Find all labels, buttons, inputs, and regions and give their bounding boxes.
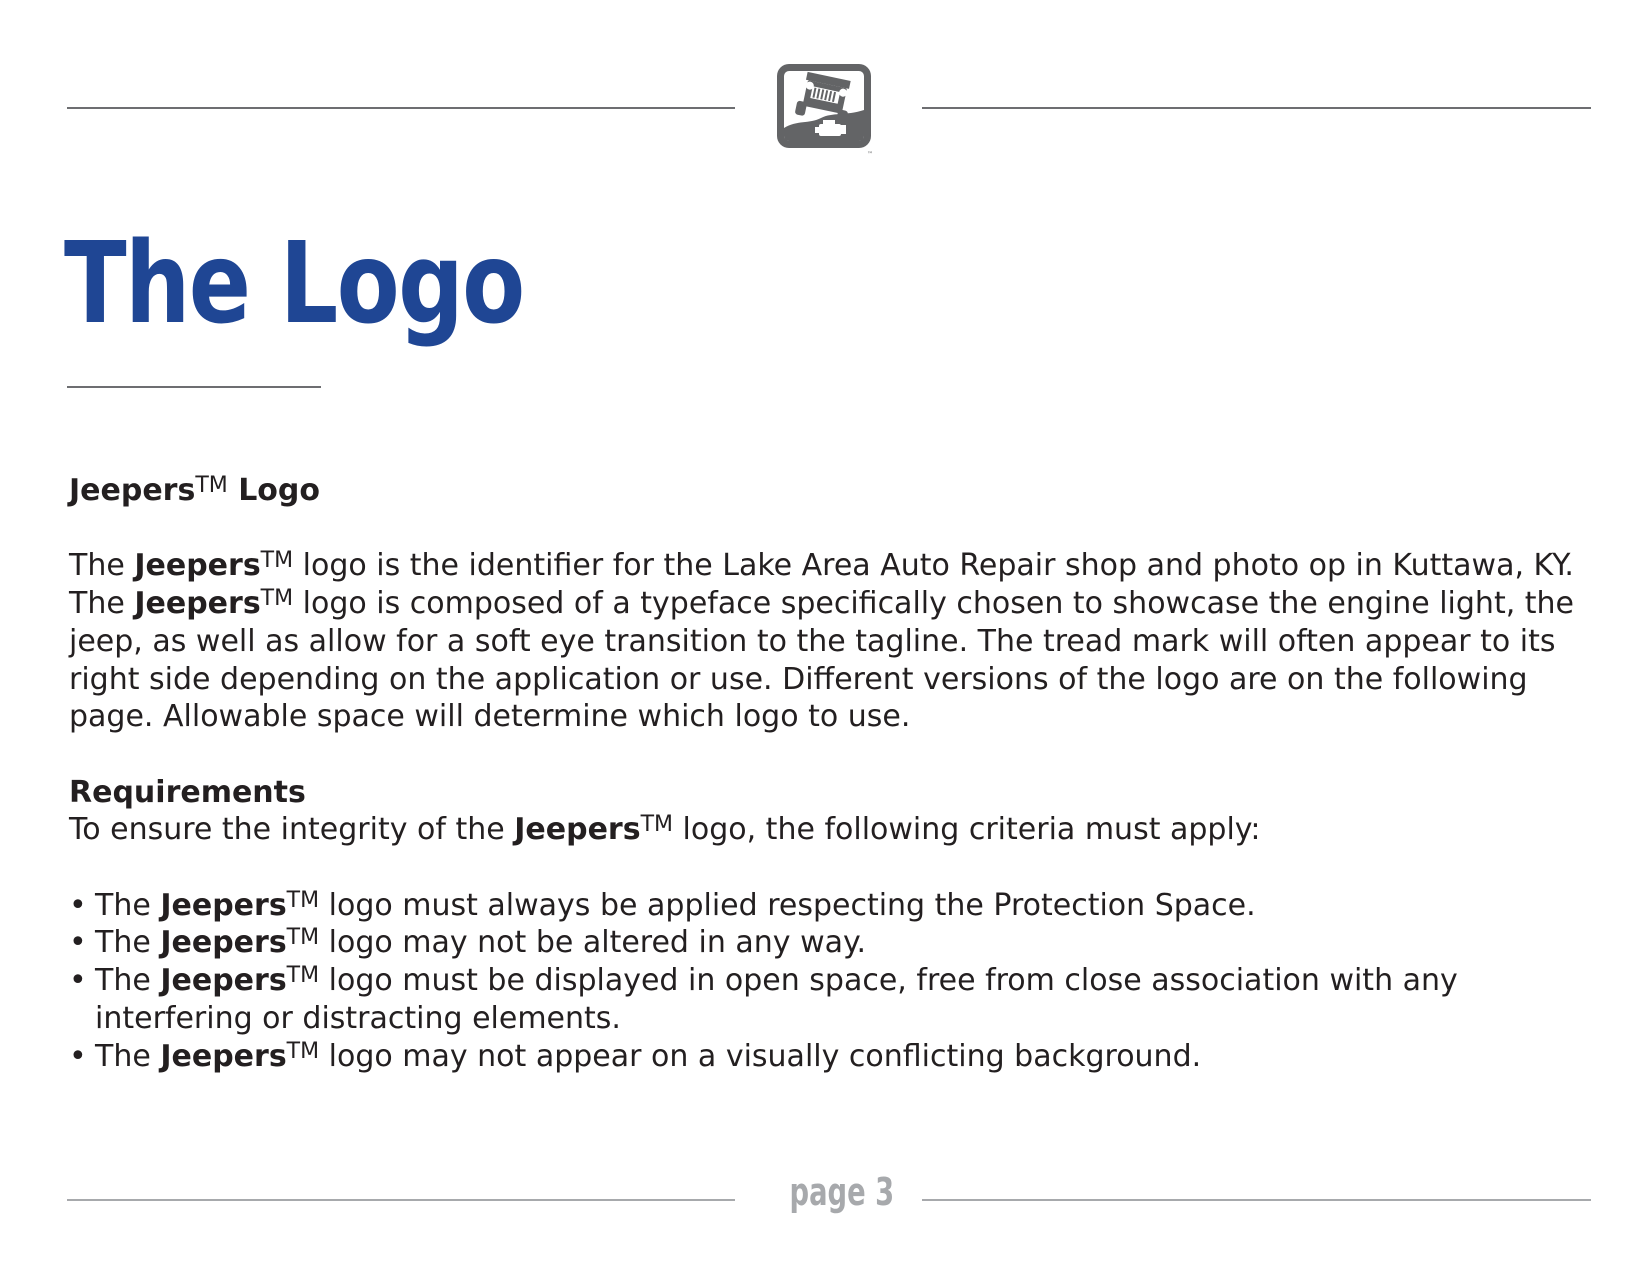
footer-rule-right (922, 1199, 1591, 1201)
bullet: • (69, 925, 87, 961)
heading-rest: Logo (227, 473, 321, 508)
page-title: The Logo (64, 219, 524, 349)
svg-text:™: ™ (867, 151, 873, 158)
item-prefix: The (95, 887, 161, 923)
brand-name: Jeepers (134, 548, 261, 584)
item-text: logo may not appear on a visually conflicting background. (319, 1038, 1202, 1074)
bullet: • (69, 1038, 87, 1074)
logo-description-paragraph (69, 547, 1609, 736)
brand-name: Jeepers (160, 963, 287, 999)
item-prefix: The (95, 925, 161, 961)
requirements-heading: Requirements (69, 774, 306, 810)
item-prefix: The (95, 1038, 161, 1074)
heading-trademark: TM (195, 473, 228, 498)
trademark: TM (640, 812, 673, 838)
heading-brand: Jeepers (69, 473, 196, 508)
list-item (69, 887, 1609, 925)
trademark: TM (286, 1038, 320, 1064)
brand-name: Jeepers (514, 812, 641, 848)
header-rule-left (67, 107, 735, 109)
list-item (69, 924, 1609, 962)
requirements-list (69, 887, 1609, 1076)
requirements-intro (69, 811, 1609, 849)
title-underline (67, 386, 321, 388)
paragraph-text: To ensure the integrity of the (69, 812, 515, 848)
paragraph-text: logo, the following criteria must apply: (672, 812, 1261, 848)
bullet: • (69, 887, 87, 923)
paragraph-text: logo is composed of a typeface specifically chosen to showcase the engine light, the jeep, as well as allow for a soft eye transition to the tagline. The tread mark will often appear to its right side depending on the application or use. Different versions of the logo are on the following page. Allowable space will determine which logo to use. (69, 586, 1575, 735)
item-prefix: The (95, 963, 161, 999)
page-number: page 3 (789, 1170, 895, 1214)
brand-name: Jeepers (160, 1038, 287, 1074)
jeepers-logo-heading (69, 472, 1609, 510)
jeepers-jeep-engine-logo-icon (775, 62, 877, 158)
list-item (69, 962, 1609, 1037)
paragraph-text: The (69, 548, 135, 584)
trademark: TM (286, 925, 320, 951)
item-text: logo must always be applied respecting the Protection Space. (319, 887, 1256, 923)
trademark: TM (286, 887, 320, 913)
paragraph-text: logo is the identifier for the Lake Area Auto Repair shop and photo op in Kuttawa, KY. The (69, 548, 1574, 622)
item-text: logo may not be altered in any way. (319, 925, 867, 961)
brand-name: Jeepers (160, 887, 287, 923)
brand-name: Jeepers (134, 586, 261, 622)
list-item (69, 1038, 1609, 1076)
trademark: TM (260, 586, 294, 612)
trademark: TM (286, 963, 320, 989)
item-text: logo must be displayed in open space, free from close association with any interfering or distracting elements. (95, 963, 1458, 1036)
page-content (69, 472, 1609, 1075)
footer-rule-left (67, 1199, 735, 1201)
trademark: TM (260, 548, 294, 574)
brand-name: Jeepers (160, 925, 287, 961)
bullet: • (69, 963, 87, 999)
header-rule-right (922, 107, 1591, 109)
